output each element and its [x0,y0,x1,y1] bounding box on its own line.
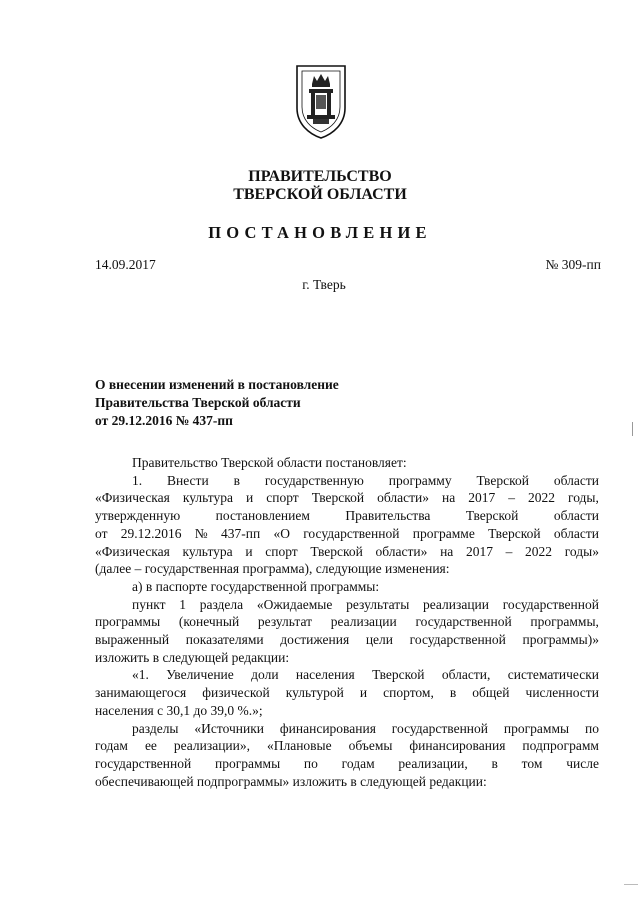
body-line [95,489,599,507]
body-word: № [194,525,208,541]
body-line [95,737,599,755]
body-word: культура [182,543,233,559]
body-word: 437-пп [220,525,261,541]
document-city: г. Тверь [302,277,346,292]
body-word: спортом, [383,685,434,701]
body-word: Тверской [488,525,541,541]
body-word: программы, [530,614,599,630]
body-word: области» [375,543,428,559]
body-word: населения [295,667,355,683]
body-word: области» [377,490,430,506]
body-word: цели [365,632,394,648]
organization-name-line2: ТВЕРСКОЙ ОБЛАСТИ [233,186,407,203]
body-word: 1 [179,596,186,612]
body-word: и [246,490,254,506]
body-line [95,472,599,490]
document-title [95,376,425,429]
document-type: ПОСТАНОВЛЕНИЕ [208,223,432,242]
body-word: подпрограмм [522,738,599,754]
body-word: области [553,472,599,488]
body-word: культура [182,490,233,506]
body-word: государственной [415,614,512,630]
body-word: раздела [199,596,244,612]
body-word: в [233,472,240,488]
body-word: разделы [132,720,179,736]
document-number: № 309-пп [545,257,601,272]
body-word: 1. [132,472,143,488]
body-word: области [553,525,599,541]
body-word: на [442,490,456,506]
body-word: выраженный [95,632,170,648]
body-word: государственную [264,472,364,488]
body-word: области [553,508,599,524]
body-word: – [505,543,513,559]
body-word: Увеличение [166,667,234,683]
scan-mark [624,884,638,885]
body-word: годам [341,755,375,771]
body-word: физической [202,685,270,701]
body-line: населения с 30,1 до 39,0 %.»; [95,702,263,718]
body-line [95,631,599,649]
body-word: реализации», [173,738,250,754]
body-word: Тверской [311,490,365,506]
body-word: численности [525,685,599,701]
body-line: Правительство Тверской области постановляет: [132,455,407,470]
body-line [95,613,599,631]
body-word: общей [472,685,510,701]
body-word: «Плановые [266,738,332,754]
body-word: реализации [423,596,489,612]
body-word: «Физическая [95,490,170,506]
body-word: реализации [330,614,397,630]
body-word: – [508,490,515,506]
body-word: «Физическая [95,543,170,559]
body-line: а) в паспорте государственной программы: [132,578,380,594]
body-word: на [440,543,454,559]
body-word: 29.12.2016 [120,525,182,541]
body-word: годы» [564,543,599,559]
body-word: Тверской [310,543,363,559]
document-body [95,454,599,790]
body-word: годам [95,738,128,754]
body-line [95,543,599,561]
body-word: в [491,755,498,771]
body-word: финансирования [409,738,506,754]
organization-name-line1: ПРАВИТЕЛЬСТВО [248,168,392,185]
body-word: ее [144,738,157,754]
body-word: государственной [391,720,489,736]
body-word: спорт [265,543,298,559]
body-word: спорт [266,490,299,506]
body-word: показателями [185,632,264,648]
body-word: государственной [95,755,192,771]
body-word: объемы [348,738,393,754]
title-line: О внесении изменений в постановление [95,377,339,392]
body-word: 2022 [528,490,555,506]
body-word: по [584,720,599,736]
body-word: программе [412,525,475,541]
body-word: «Ожидаемые [256,596,333,612]
body-word: постановлением [215,508,310,524]
body-word: Тверской [465,508,519,524]
scan-mark [632,422,633,436]
body-word: финансирования [279,720,376,736]
body-line: обеспечивающей подпрограммы» изложить в следующей редакции: [95,773,487,789]
title-line: от 29.12.2016 № 437-пп [95,412,233,428]
body-word: годы, [568,490,599,506]
body-word: от [95,525,108,541]
body-line [95,507,599,525]
body-word: программы)» [522,632,599,648]
body-word: Правительства [345,508,431,524]
body-word: доли [251,667,279,683]
body-word: «О [273,525,290,541]
body-word: 2022 [525,543,553,559]
body-word: государственной [409,632,506,648]
body-word: Тверской [372,667,425,683]
body-word: области, [441,667,491,683]
body-word: том [521,755,543,771]
body-word: «Источники [194,720,265,736]
body-word: культурой [285,685,344,701]
title-line: Правительства Тверской области [95,394,301,410]
body-word: программы [95,614,161,630]
document-date: 14.09.2017 [95,257,156,272]
body-word: занимающегося [95,685,187,701]
body-word: утвержденную [95,508,181,524]
body-word: программы [214,755,281,771]
body-word: Внести [167,472,209,488]
body-line [95,684,599,702]
body-line [95,720,599,738]
body-word: в [449,685,457,701]
body-word: пункт [132,596,166,612]
tver-coat-of-arms-icon [293,62,349,140]
body-word: государственной [502,596,599,612]
body-word: программу [388,472,452,488]
body-word: (конечный [178,614,240,630]
body-line [95,755,599,773]
body-word: результат [257,614,313,630]
body-word: систематически [507,667,599,683]
body-word: по [303,755,318,771]
body-word: 2017 [468,490,496,506]
body-word: «1. [132,667,149,683]
body-word: числе [566,755,599,771]
body-word: результаты [346,596,410,612]
body-line: изложить в следующей редакции: [95,649,290,665]
body-word: и [245,543,253,559]
body-word: 2017 [465,543,493,559]
body-word: достижения [280,632,350,648]
body-word: Тверской [476,472,529,488]
body-line [95,666,599,684]
body-word: программы [503,720,570,736]
body-line [95,596,599,614]
body-word: государственной [303,525,400,541]
body-word: и [359,685,368,701]
body-word: реализации, [398,755,468,771]
body-line [95,525,599,543]
body-line: (далее – государственная программа), следующие изменения: [95,561,450,577]
